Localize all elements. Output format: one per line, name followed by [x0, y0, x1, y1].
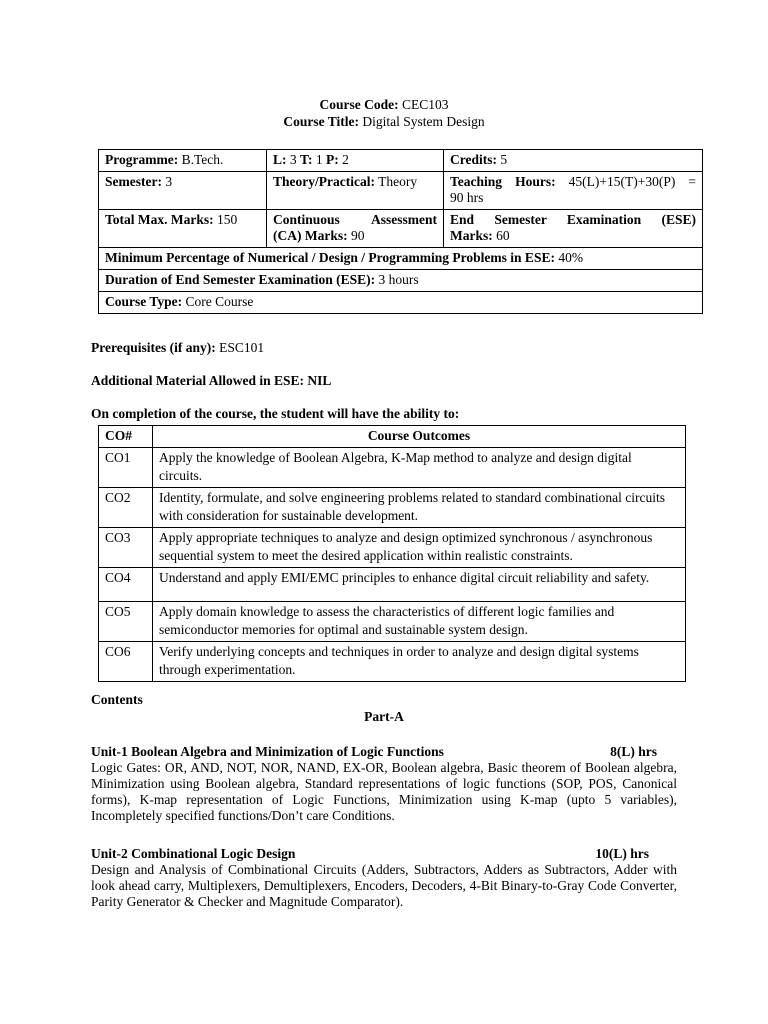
semester-value: 3 — [165, 174, 173, 189]
additional-material: Additional Material Allowed in ESE: NIL — [91, 373, 332, 388]
total-marks-cell — [99, 210, 267, 248]
t-value: 1 — [315, 152, 323, 167]
l-value: 3 — [289, 152, 297, 167]
co-outcome-line: Apply domain knowledge to assess the characteristics of different logic families and — [159, 604, 615, 619]
prerequisites-label: Prerequisites (if any): — [91, 340, 216, 355]
programme-value: B.Tech. — [181, 152, 224, 167]
co-outcome — [153, 642, 686, 682]
table-row — [99, 642, 686, 682]
co-outcome-line: with consideration for sustainable development. — [159, 508, 419, 523]
co-id: CO4 — [99, 568, 153, 602]
course-type-cell — [99, 292, 703, 314]
info-row-6 — [99, 292, 703, 314]
duration-label: Duration of End Semester Examination (ESE): — [105, 272, 376, 287]
ese-label-line1: End Semester Examination (ESE) — [450, 212, 696, 227]
ese-label-line2: Marks: — [450, 228, 493, 243]
min-percentage-cell — [99, 248, 703, 270]
teaching-hours-label: Teaching Hours: — [450, 174, 556, 189]
co-id: CO3 — [99, 528, 153, 568]
unit-1-section — [91, 744, 677, 824]
co-outcome-header: Course Outcomes — [153, 426, 686, 448]
semester-cell — [99, 172, 267, 210]
unit-2-hours: 10(L) hrs — [595, 846, 649, 861]
prerequisites-value: ESC101 — [219, 340, 265, 355]
co-outcome — [153, 602, 686, 642]
info-row-4 — [99, 248, 703, 270]
co-id: CO1 — [99, 448, 153, 488]
co-outcome-line: Apply the knowledge of Boolean Algebra, K-Map method to analyze and design digital — [159, 450, 632, 465]
semester-label: Semester: — [105, 174, 162, 189]
unit-2-body: Design and Analysis of Combinational Circuits (Adders, Subtractors, Adders as Subtractors, Adder with look ahead carry, Multiplexers, Demultiplexers, Encoders, Decoders, 4-Bit Binary-to-Gray Code Converter, Parity Generator & Checker and Magnitude Comparator). — [91, 862, 677, 909]
co-outcome — [153, 488, 686, 528]
ca-label-line1: Continuous Assessment — [273, 212, 437, 227]
co-outcome-line: Verify underlying concepts and techniques in order to analyze and design digital systems — [159, 644, 639, 659]
programme-cell — [99, 150, 267, 172]
t-label: T: — [300, 152, 313, 167]
co-outcome-line: Apply appropriate techniques to analyze and design optimized synchronous / asynchronous — [159, 530, 653, 545]
co-outcome-line: circuits. — [159, 468, 203, 483]
course-outcomes-table — [98, 425, 686, 682]
co-id: CO2 — [99, 488, 153, 528]
info-row-5 — [99, 270, 703, 292]
ca-marks-cell — [267, 210, 444, 248]
total-marks-label: Total Max. Marks: — [105, 212, 214, 227]
info-row-3 — [99, 210, 703, 248]
course-info-table — [98, 149, 703, 314]
course-title-line — [0, 113, 768, 130]
credits-label: Credits: — [450, 152, 497, 167]
table-row — [99, 528, 686, 568]
unit-1-body: Logic Gates: OR, AND, NOT, NOR, NAND, EX-OR, Boolean algebra, Basic theorem of Boolean algebra, Minimization using Boolean algebra, Standard representations of logic functions (SOP, POS, Canonical forms), K-map representation of Logic Functions, Minimization using K-map (upto 5 variables), Incompletely specified functions/Don’t care Conditions. — [91, 760, 677, 823]
co-outcome — [153, 528, 686, 568]
course-code-value: CEC103 — [401, 97, 449, 112]
ltp-cell — [267, 150, 444, 172]
co-id: CO5 — [99, 602, 153, 642]
co-outcome-line: Identity, formulate, and solve engineering problems related to standard combinational circuits — [159, 490, 665, 505]
co-outcome — [153, 568, 686, 602]
course-type-value: Core Course — [185, 294, 254, 309]
ese-marks-cell — [444, 210, 703, 248]
ca-label-line2: (CA) Marks: — [273, 228, 348, 243]
unit-1-heading — [91, 744, 677, 760]
course-header — [0, 96, 768, 130]
completion-statement: On completion of the course, the student will have the ability to: — [91, 406, 460, 421]
co-header-row — [99, 426, 686, 448]
info-row-1 — [99, 150, 703, 172]
co-outcome-line: through experimentation. — [159, 662, 296, 677]
unit-2-title: Unit-2 Combinational Logic Design — [91, 846, 296, 861]
course-code-label: Course Code: — [319, 97, 399, 112]
ese-marks-value: 60 — [496, 228, 510, 243]
course-code-line — [0, 96, 768, 113]
teaching-hours-cell — [444, 172, 703, 210]
table-row — [99, 602, 686, 642]
teaching-hours-value: 45(L)+15(T)+30(P) = — [568, 174, 696, 189]
p-label: P: — [326, 152, 339, 167]
course-title-value: Digital System Design — [362, 114, 485, 129]
programme-label: Programme: — [105, 152, 179, 167]
co-outcome-line: sequential system to meet the desired application within realistic constraints. — [159, 548, 573, 563]
unit-2-heading — [91, 846, 677, 862]
co-outcome-line: Understand and apply EMI/EMC principles to enhance digital circuit reliability and safety. — [159, 570, 650, 585]
teaching-hours-total: 90 hrs — [450, 190, 484, 205]
co-id: CO6 — [99, 642, 153, 682]
table-row — [99, 568, 686, 602]
total-marks-value: 150 — [217, 212, 238, 227]
co-outcome — [153, 448, 686, 488]
l-label: L: — [273, 152, 287, 167]
duration-value: 3 hours — [378, 272, 419, 287]
contents-heading: Contents — [91, 692, 143, 707]
theory-practical-value: Theory — [378, 174, 418, 189]
co-id-header: CO# — [99, 426, 153, 448]
theory-practical-cell — [267, 172, 444, 210]
course-title-label: Course Title: — [283, 114, 359, 129]
theory-practical-label: Theory/Practical: — [273, 174, 375, 189]
unit-1-title: Unit-1 Boolean Algebra and Minimization of Logic Functions — [91, 744, 444, 759]
info-row-2 — [99, 172, 703, 210]
part-a-heading: Part-A — [364, 709, 404, 724]
p-value: 2 — [342, 152, 349, 167]
table-row — [99, 448, 686, 488]
min-percentage-value: 40% — [558, 250, 584, 265]
credits-cell — [444, 150, 703, 172]
unit-1-hours: 8(L) hrs — [610, 744, 657, 759]
prerequisites-line — [91, 340, 677, 356]
table-row — [99, 488, 686, 528]
co-outcome-line: semiconductor memories for optimal and sustainable system design. — [159, 622, 528, 637]
ca-marks-value: 90 — [350, 228, 365, 243]
course-type-label: Course Type: — [105, 294, 183, 309]
unit-2-section — [91, 846, 677, 910]
credits-value: 5 — [500, 152, 508, 167]
duration-cell — [99, 270, 703, 292]
min-percentage-label: Minimum Percentage of Numerical / Design / Programming Problems in ESE: — [105, 250, 555, 265]
